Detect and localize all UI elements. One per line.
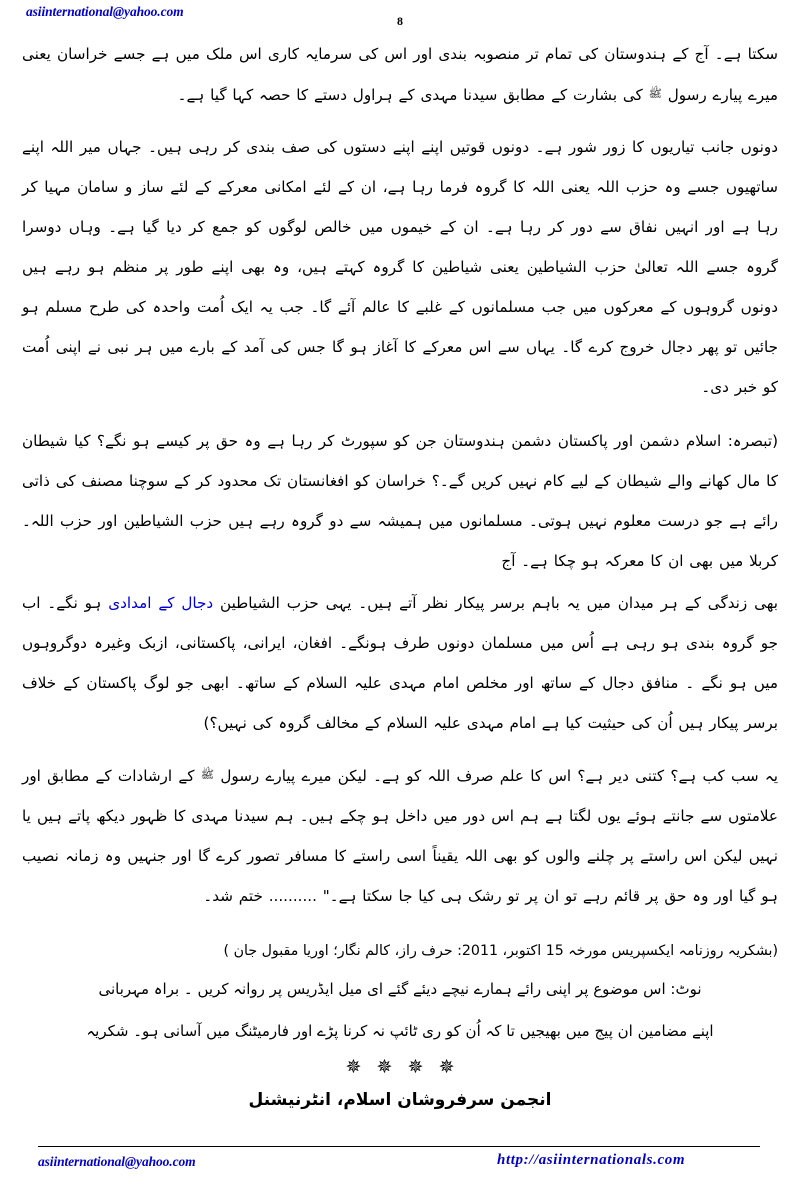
document-body [22, 34, 778, 968]
honorific-sallallahu-icon-2: ﷺ [200, 767, 215, 781]
paragraph-1 [22, 34, 778, 115]
ornament-divider [0, 1058, 800, 1077]
page-footer [0, 1140, 800, 1200]
page-number: 8 [397, 14, 403, 28]
paragraph-4-text-part1: بھی زندگی کے ہر میدان میں یہ باہم برسر پیکار نظر آتے ہیں۔ یہی حزب الشیاطین [213, 593, 778, 612]
note-line-1: نوٹ: اس موضوع پر اپنی رائے ہمارے نیچے دیئے گئے ای میل ایڈریس پر روانہ کریں ۔ براہ مہربانی [98, 980, 702, 998]
header-email-link[interactable]: asiinternational@yahoo.com [26, 4, 184, 19]
paragraph-5-text-before: یہ سب کب ہے؟ کتنی دیر ہے؟ اس کا علم صرف اللہ کو ہے۔ لیکن میرے پیارے رسول [214, 766, 778, 785]
footer-divider-rule [38, 1146, 760, 1147]
paragraph-1-text-before: سکتا ہے۔ آج کے ہندوستان کی تمام تر منصوبہ بندی اور اس کی سرمایہ کاری اس ملک میں ہے جسے خراسان یعنی میرے پیارے رسول [22, 45, 778, 104]
organization-signature: انجمن سرفروشان اسلام، انٹرنیشنل [248, 1090, 552, 1110]
editorial-note [22, 968, 778, 1052]
star-ornament-icon-2: ✵ [376, 1056, 393, 1078]
paragraph-2: دونوں جانب تیاریوں کا زور شور ہے۔ دونوں قوتیں اپنے اپنے دستوں کی صف بندی کر رہی ہیں۔ جہاں میر اللہ اپنے ساتھیوں جسے وہ حزب اللہ یعنی اللہ کا گروہ فرما رہا ہے، ان کے لئے امکانی معرکے کے لئے ساز و سامان مہیا کر رہا ہے اور انہیں نفاق سے دور کر رہا ہے۔ ان کے خیموں میں خالص لوگوں کو جمع کر دیا گیا ہے۔ وہاں دوسرا گروہ جسے اللہ تعالیٰ حزب الشیاطین یعنی شیاطین کا گروہ کہتے ہیں، وہ بھی اپنے طور پر منظم ہو رہے ہیں دونوں گروہوں کے معرکوں میں جب مسلمانوں کے غلبے کا عالم آئے گا۔ جب یہ ایک اُمت واحدہ کی طرح مسلم ہو جائیں تو پھر دجال خروج کرے گا۔ یہاں سے اس معرکے کا آغاز ہو گا جس کی آمد کے بارے میں ہر نبی نے اپنی اُمت کو خبر دی۔ [22, 137, 778, 396]
star-ornament-icon-1: ✵ [345, 1056, 362, 1078]
paragraph-5-text-after: کے ارشادات کے مطابق اور علامتوں سے جانتے ہوئے یوں لگتا ہے ہم اس دور میں داخل ہو چکے ہیں۔ ہم سیدنا مہدی کا ظہور دیکھ پاتے ہیں یا نہیں لیکن اس راستے پر چلنے والوں کو بھی اللہ یقیناً اسی راستے کا مسافر تصور کرے گا اور جنہیں وہ زمانہ نصیب ہو گیا اور وہ حق پر قائم رہے تو ان پر تو رشک ہی کیا جا سکتا ہے۔" .......... ختم شد۔ [22, 766, 778, 905]
source-credit-line: (بشکریہ روزنامہ ایکسپریس مورخہ 15 اکتوبر، 2011: حرف راز، کالم نگار؛ اوریا مقبول جان ) [223, 942, 778, 959]
paragraph-3-commentary: (تبصرہ: اسلام دشمن اور پاکستان دشمن ہندوستان جن کو سپورٹ کر رہا ہے وہ حق پر کیسے ہو نگے؟ کیا شیطان کا مال کھانے والے شیطان کے لیے کام نہیں کریں گے۔؟ خراسان کو افغانستان تک محدود کر کے سوچنا مصنف کی ذاتی رائے ہے جو درست معلوم نہیں ہوتی۔ مسلمانوں میں ہمیشہ سے دو گروہ رہے ہیں حزب الشیاطین اور حزب اللہ۔ کربلا میں بھی ان کا معرکہ ہو چکا ہے۔ آج [22, 431, 778, 570]
star-ornament-icon-4: ✵ [438, 1056, 455, 1078]
star-ornament-icon-3: ✵ [407, 1056, 424, 1078]
paragraph-1-text-after: کی بشارت کے مطابق سیدنا مہدی کے ہراول دستے کا حصہ کہا گیا ہے۔ [177, 85, 649, 104]
footer-email-link[interactable]: asiinternational@yahoo.com [38, 1154, 196, 1169]
paragraph-5 [22, 755, 778, 916]
honorific-sallallahu-icon: ﷺ [648, 87, 662, 100]
page-header [0, 4, 800, 34]
paragraph-4-commentary-cont [22, 583, 778, 743]
footer-website-link[interactable]: http://asiinternationals.com [497, 1152, 686, 1168]
highlighted-phrase-dajjal: دجال کے امدادی [108, 593, 214, 612]
paragraph-4-text-part2: ہو نگے۔ اب جو گروہ بندی ہو رہی ہے اُس میں مسلمان دونوں طرف ہونگے۔ افغان، ایرانی، پاکستانی، ازبک وغیرہ دوگروہوں میں ہو نگے ۔ منافق دجال کے ساتھ اور مخلص امام مہدی علیہ السلام کے ساتھ۔ ابھی جو لوگ پاکستان کے خلاف برسر پیکار ہیں اُن کی حیثیت کیا ہے امام مہدی علیہ السلام کے مخالف گروہ کی نہیں؟) [22, 593, 778, 732]
note-line-2: اپنے مضامین ان پیج میں بھیجیں تا کہ اُن کو ری ٹائپ نہ کرنا پڑے اور فارمیٹنگ میں آسانی ہو۔ شکریہ [86, 1022, 714, 1040]
